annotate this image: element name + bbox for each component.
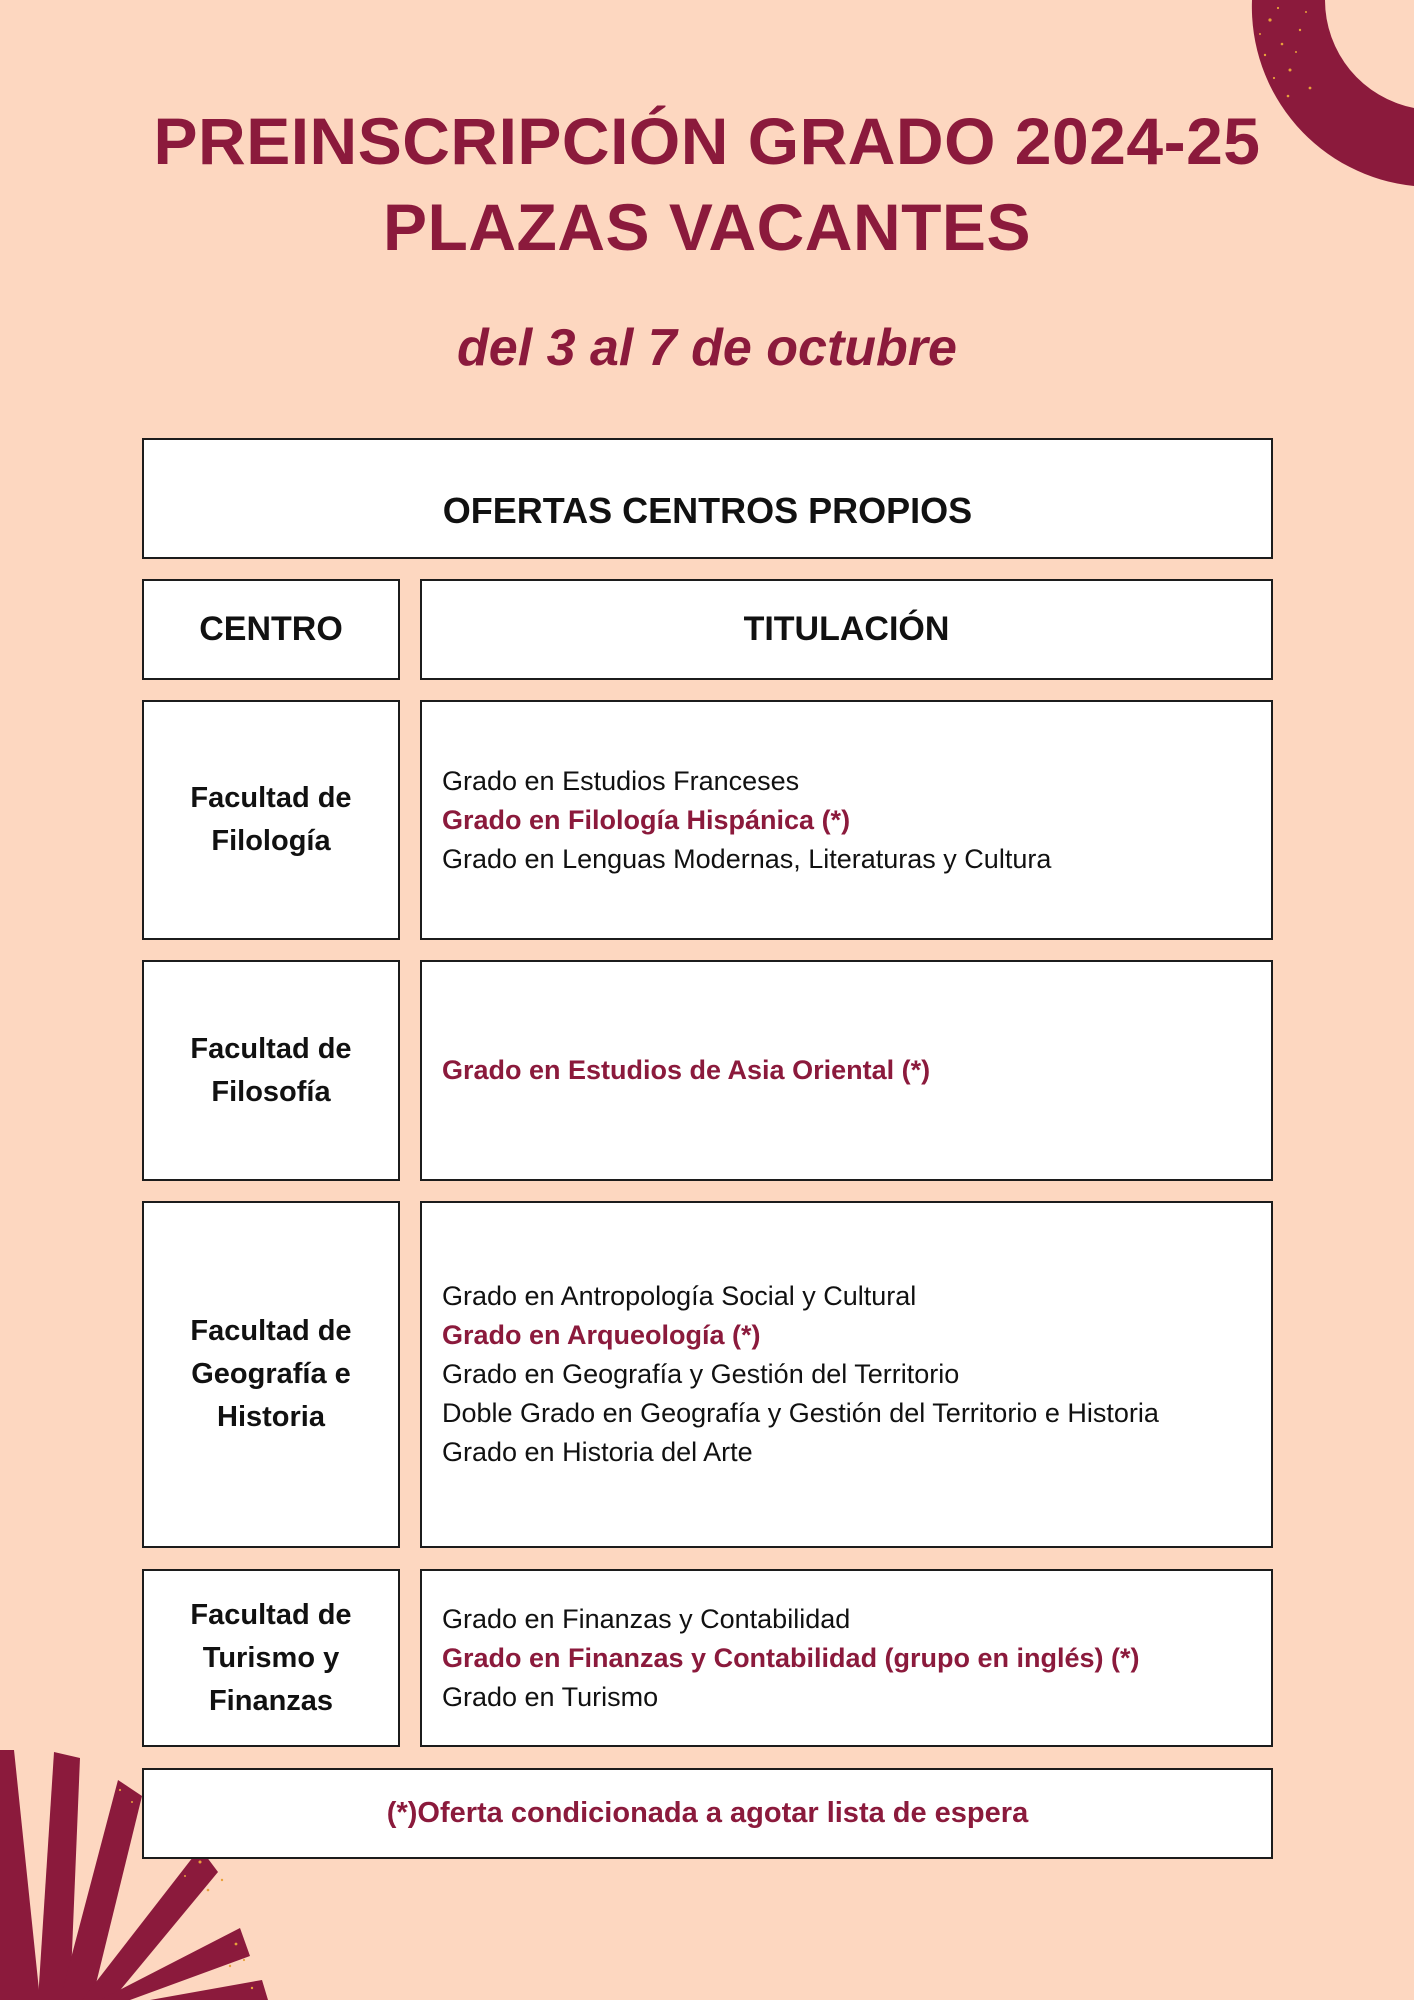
column-header-titulacion: TITULACIÓN bbox=[420, 579, 1273, 680]
title-line-2: PLAZAS VACANTES bbox=[383, 190, 1031, 264]
degree-item: Grado en Antropología Social y Cultural bbox=[442, 1281, 917, 1311]
degree-item-highlighted: Grado en Estudios de Asia Oriental (*) bbox=[442, 1055, 931, 1085]
degree-item: Grado en Geografía y Gestión del Territorio bbox=[442, 1359, 960, 1389]
degree-item: Grado en Turismo bbox=[442, 1681, 659, 1712]
centro-cell: Facultad de Filología bbox=[142, 700, 400, 940]
title-line-1: PREINSCRIPCIÓN GRADO 2024-25 bbox=[153, 104, 1261, 178]
centro-cell: Facultad de Geografía e Historia bbox=[142, 1201, 400, 1548]
titulacion-cell bbox=[420, 1201, 1273, 1548]
degree-item: Doble Grado en Geografía y Gestión del Territorio e Historia bbox=[442, 1398, 1159, 1428]
column-header-centro: CENTRO bbox=[142, 579, 400, 680]
degree-item: Grado en Estudios Franceses bbox=[442, 765, 800, 796]
offers-heading: OFERTAS CENTROS PROPIOS bbox=[142, 438, 1273, 559]
degree-item: Grado en Historia del Arte bbox=[442, 1437, 753, 1467]
degree-item-highlighted: Grado en Filología Hispánica (*) bbox=[442, 804, 851, 835]
degree-item-highlighted: Grado en Arqueología (*) bbox=[442, 1320, 761, 1350]
degree-item: Grado en Lenguas Modernas, Literaturas y Cultura bbox=[442, 843, 1052, 874]
titulacion-cell bbox=[420, 960, 1273, 1181]
titulacion-cell bbox=[420, 700, 1273, 940]
centro-cell: Facultad de Filosofía bbox=[142, 960, 400, 1181]
degree-item-highlighted: Grado en Finanzas y Contabilidad (grupo en inglés) (*) bbox=[442, 1642, 1140, 1673]
date-range: del 3 al 7 de octubre bbox=[457, 319, 957, 377]
page-title bbox=[0, 98, 1414, 270]
degree-item: Grado en Finanzas y Contabilidad bbox=[442, 1603, 851, 1634]
titulacion-cell bbox=[420, 1569, 1273, 1747]
footnote: (*)Oferta condicionada a agotar lista de espera bbox=[142, 1768, 1273, 1859]
centro-cell: Facultad de Turismo y Finanzas bbox=[142, 1569, 400, 1747]
